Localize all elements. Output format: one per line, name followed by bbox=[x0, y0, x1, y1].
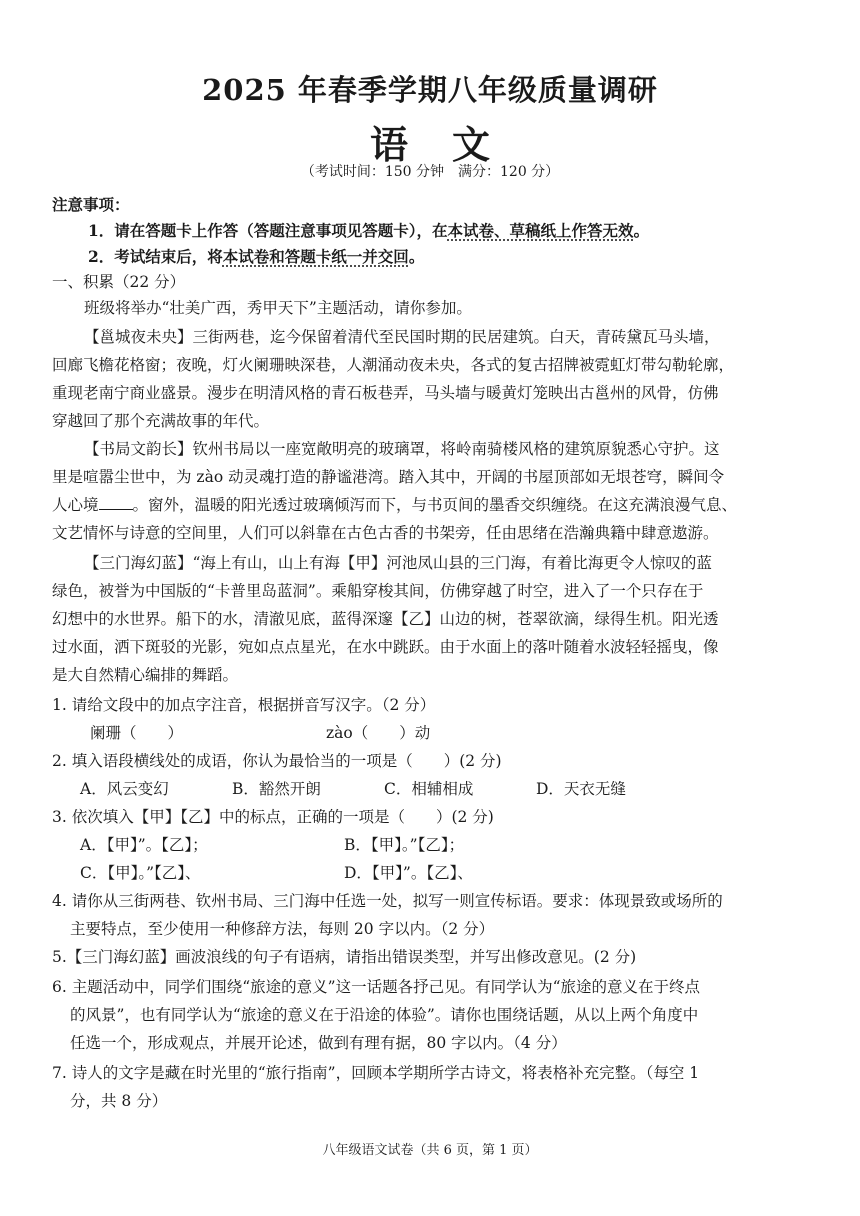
passage-1-line: 穿越回了那个充满故事的年代。 bbox=[52, 412, 270, 430]
passage-1-line: 重现老南宁商业盛景。漫步在明清风格的青石板巷弄，马头墙与暖黄灯笼映出古邕州的风骨，仿佛 bbox=[52, 384, 719, 402]
question-7: 7. 诗人的文字是藏在时光里的“旅行指南”，回顾本学期所学古诗文，将表格补充完整。（每空 1 bbox=[52, 1064, 700, 1082]
notice-heading: 注意事项： bbox=[52, 195, 130, 214]
passage-3-line: 【三门海幻蓝】“海上有山，山上有海【甲】河池凤山县的三门海，有着比海更令人惊叹的蓝 bbox=[84, 554, 712, 572]
page-footer: 八年级语文试卷（共 6 页，第 1 页） bbox=[322, 1143, 538, 1158]
question-2-option: A．风云变幻 bbox=[80, 780, 169, 798]
question-3: 3. 依次填入【甲】【乙】中的标点，正确的一项是（ ）(2 分) bbox=[52, 808, 494, 826]
question-6-line: 任选一个，形成观点，并展开论述，做到有理有据，80 字以内。（4 分） bbox=[70, 1034, 567, 1052]
question-1-part-b: zào（ ）动 bbox=[326, 724, 431, 742]
passage-2-line: 人心境 。窗外，温暖的阳光透过玻璃倾泻而下，与书页间的墨香交织缠绕。在这充满浪漫气息、 bbox=[52, 496, 738, 514]
notice-item-2: 2．考试结束后，将本试卷和答题卡纸一并交回。 bbox=[88, 247, 425, 266]
exam-info: （考试时间：150 分钟 满分：120 分） bbox=[300, 164, 560, 180]
section-intro: 班级将举办“壮美广西，秀甲天下”主题活动，请你参加。 bbox=[84, 299, 472, 317]
question-1-part-a: 阑珊（ ） bbox=[90, 724, 184, 742]
question-5: 5.【三门海幻蓝】画波浪线的句子有语病，请指出错误类型，并写出修改意见。(2 分) bbox=[52, 948, 637, 966]
subject-title: 语文 bbox=[369, 122, 534, 167]
exam-title: 2025 年春季学期八年级质量调研 bbox=[202, 73, 658, 107]
passage-3-line: 是大自然精心编排的舞蹈。 bbox=[52, 666, 239, 684]
question-3-option: A．【甲】”。【乙】； bbox=[80, 836, 208, 854]
passage-2-line: 【书局文韵长】钦州书局以一座宽敞明亮的玻璃罩，将岭南骑楼风格的建筑原貌悉心守护。这 bbox=[84, 440, 720, 458]
question-2: 2. 填入语段横线处的成语，你认为最恰当的一项是（ ）(2 分) bbox=[52, 752, 502, 770]
passage-1-line: 回廊飞檐花格窗；夜晚，灯火阑珊映深巷，人潮涌动夜未央，各式的复古招牌被霓虹灯带勾勒轮廓， bbox=[52, 356, 735, 374]
question-3-option: D．【甲】”。【乙】、 bbox=[344, 864, 473, 882]
passage-2-line: 里是喧嚣尘世中，为 zào 动灵魂打造的静谧港湾。踏入其中，开阔的书屋顶部如无垠苍穹，瞬间令 bbox=[52, 468, 725, 486]
question-3-option: C．【甲】。”【乙】、 bbox=[80, 864, 201, 882]
question-6: 6. 主题活动中，同学们围绕“旅途的意义”这一话题各抒己见。有同学认为“旅途的意义在于终点 bbox=[52, 978, 700, 996]
idiom-blank bbox=[99, 495, 133, 510]
section-heading: 一、积累（22 分） bbox=[52, 273, 186, 291]
question-3-option: B．【甲】。”【乙】； bbox=[344, 836, 465, 854]
question-2-option: B．豁然开朗 bbox=[232, 780, 321, 798]
passage-2-line: 文艺情怀与诗意的空间里，人们可以斜靠在古色古香的书架旁，任由思绪在浩瀚典籍中肆意遨游。 bbox=[52, 524, 719, 542]
question-4: 4. 请你从三街两巷、钦州书局、三门海中任选一处，拟写一则宣传标语。要求：体现景致或场所的 bbox=[52, 892, 723, 910]
passage-3-line: 幻想中的水世界。船下的水，清澈见底，蓝得深邃【乙】山边的树，苍翠欲滴，绿得生机。阳光透 bbox=[52, 610, 719, 628]
passage-1-line: 【邕城夜未央】三街两巷，迄今保留着清代至民国时期的民居建筑。白天，青砖黛瓦马头墙， bbox=[84, 328, 720, 346]
question-6-line: 的风景”，也有同学认为“旅途的意义在于沿途的体验”。请你也围绕话题，从以上两个角度中 bbox=[70, 1006, 699, 1024]
passage-3-line: 绿色，被誉为中国版的“卡普里岛蓝洞”。乘船穿梭其间，仿佛穿越了时空，进入了一个只存在于 bbox=[52, 582, 704, 600]
question-4-line: 主要特点，至少使用一种修辞方法，每则 20 字以内。（2 分） bbox=[70, 920, 495, 938]
question-2-option: D．天衣无缝 bbox=[536, 780, 626, 798]
passage-3-line: 过水面，洒下斑驳的光影，宛如点点星光，在水中跳跃。由于水面上的落叶随着水波轻轻摇曳，像 bbox=[52, 638, 719, 656]
question-2-option: C．相辅相成 bbox=[384, 780, 474, 798]
notice-item-1: 1．请在答题卡上作答（答题注意事项见答题卡），在本试卷、草稿纸上作答无效。 bbox=[88, 221, 650, 240]
question-7-line: 分，共 8 分） bbox=[70, 1092, 168, 1110]
question-1: 1. 请给文段中的加点字注音，根据拼音写汉字。（2 分） bbox=[52, 696, 436, 714]
